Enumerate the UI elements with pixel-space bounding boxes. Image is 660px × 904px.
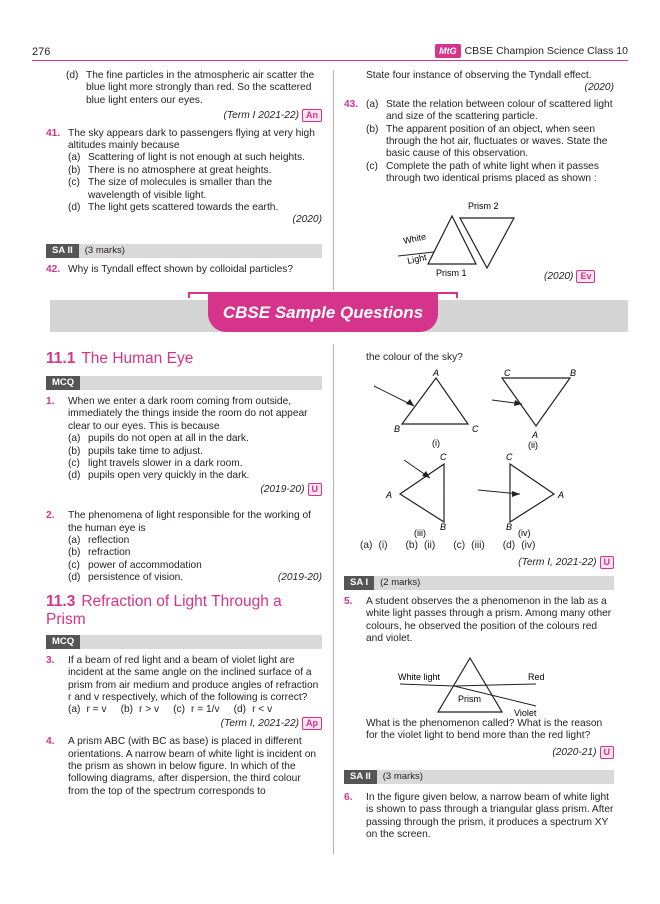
section-bar-mcq2 — [46, 635, 322, 649]
q4-tag — [518, 556, 614, 569]
option-item — [503, 540, 536, 552]
topic-heading-11-1 — [46, 350, 322, 368]
year-tag: (2020) — [292, 214, 322, 226]
year-tag: (2020-21) — [552, 747, 597, 758]
option-label: (b) — [68, 547, 81, 559]
option-text: (ii) — [423, 540, 436, 551]
option-label: (c) — [366, 160, 378, 172]
prism2-label: Prism 2 — [468, 201, 499, 211]
option-item — [453, 540, 484, 552]
option-item — [68, 547, 322, 559]
option-label: (c) — [173, 704, 186, 716]
prism-orientations-figure — [370, 366, 610, 538]
label-B-iii: B — [440, 522, 447, 532]
question-5 — [344, 596, 614, 646]
option-text: The apparent position of an object, when seen through the hot air, fluctuates or waves. State the basic cause of this observation. — [386, 123, 608, 160]
option-item — [68, 704, 107, 716]
two-prism-figure — [390, 198, 540, 280]
topic-number: 11.3 — [46, 592, 76, 610]
option-text: reflection — [88, 535, 130, 547]
option-text: pupils do not open at all in the dark. — [88, 433, 249, 445]
band-title: CBSE Sample Questions — [208, 294, 438, 332]
option-text: The fine particles in the atmospheric air scatter the blue light more strongly than red. So the scattered blue light enters our eyes. — [86, 70, 315, 106]
prism2-shape — [460, 218, 514, 268]
question-number: 4. — [46, 736, 55, 748]
option-item — [68, 152, 322, 164]
option-text: (iii) — [471, 540, 485, 551]
year-tag-row — [68, 483, 322, 496]
question-number: 5. — [344, 596, 353, 607]
topic-title: Refraction of Light Through a Prism — [46, 592, 282, 628]
label-A-iii: A — [386, 490, 393, 500]
label-A-iv: A — [558, 490, 565, 500]
topic-title: The Human Eye — [81, 350, 194, 367]
option-item — [366, 161, 614, 186]
question-text: A student observes the a phenomenon in the lab as a white light passes through a prism. Among many other colours, he observed the position of the colours red and violet. — [366, 596, 612, 645]
option-text: (i) — [378, 540, 388, 551]
section-bar-sa2-top — [46, 244, 322, 258]
difficulty-badge: Ap — [302, 717, 322, 730]
question-text: If a beam of red light and a beam of violet light are incident at the same angle on the inclined surface of a prism from air medium and produce angles of refraction r and v respectively, which of the following is correct? — [68, 654, 319, 703]
question-3 — [46, 655, 322, 730]
question-text: The phenomena of light responsible for the working of the human eye is — [68, 510, 311, 534]
difficulty-badge: An — [302, 109, 322, 122]
dispersion-figure — [396, 654, 566, 718]
question-number: 6. — [344, 792, 353, 803]
option-item — [234, 704, 273, 716]
q5-tag — [552, 746, 614, 759]
q43-tag — [544, 270, 595, 283]
option-text: power of accommodation — [88, 559, 202, 571]
white-light-label: White light — [398, 672, 441, 682]
question-number: 2. — [46, 510, 55, 522]
red-ray — [454, 684, 536, 686]
option-item — [366, 99, 614, 124]
year-tag: (2020) — [584, 82, 614, 94]
section-bar-sa1 — [344, 576, 614, 590]
options-list — [68, 152, 322, 214]
option-label: (d) — [68, 202, 81, 214]
option-item — [68, 535, 322, 547]
option-text: r = v — [86, 704, 107, 716]
option-label: (d) — [66, 70, 79, 81]
top-right-column — [344, 70, 614, 186]
column-divider-top — [333, 70, 334, 290]
option-item — [68, 433, 322, 445]
difficulty-badge: Ev — [576, 270, 595, 283]
prism-ii — [502, 378, 570, 426]
option-label: (a) — [68, 704, 81, 716]
label-C-i: C — [472, 424, 479, 434]
section-pill: SA I — [344, 576, 374, 590]
question-number: 3. — [46, 654, 55, 666]
option-item — [68, 165, 322, 177]
options-list — [68, 433, 322, 483]
label-C-ii: C — [504, 368, 511, 378]
question-43 — [344, 99, 614, 186]
option-label: (d) — [502, 540, 516, 551]
prism-i — [402, 378, 468, 424]
section-pill: SA II — [344, 770, 377, 784]
red-label: Red — [528, 672, 545, 682]
year-tag: (2019-20) — [260, 483, 305, 495]
option-text: pupils open very quickly in the dark. — [88, 470, 250, 482]
prism1-label: Prism 1 — [436, 268, 467, 278]
option-text: Scattering of light is not enough at such heights. — [88, 152, 305, 164]
question-number: 42. — [46, 264, 61, 275]
question-1 — [46, 396, 322, 496]
difficulty-badge: U — [600, 556, 615, 569]
option-label: (c) — [68, 559, 80, 571]
label-C-iii: C — [440, 452, 447, 462]
option-item — [68, 470, 322, 482]
option-label: (d) — [233, 704, 247, 716]
section-bar-sa2 — [344, 770, 614, 784]
label-C-iv: C — [506, 452, 513, 462]
top-left-column — [46, 70, 322, 227]
question-text: The sky appears dark to passengers flying at very high altitudes mainly because — [68, 127, 315, 152]
mtg-logo: MtG — [435, 44, 461, 58]
white-label: White — [402, 231, 427, 246]
question-number: 1. — [46, 396, 55, 407]
question-text: In the figure given below, a narrow beam of white light is shown to pass through a triangular glass prism. After passing through the prism, it produces a spectrum XY on the screen. — [366, 792, 614, 841]
section-marks: (2 marks) — [380, 577, 421, 588]
option-item — [68, 458, 322, 470]
option-label: (a) — [68, 152, 81, 164]
option-item — [68, 177, 322, 202]
label-B-i: B — [394, 424, 401, 434]
option-label: (b) — [68, 445, 81, 457]
option-text: The size of molecules is smaller than the wavelength of visible light. — [88, 177, 273, 201]
year-tag-row — [68, 717, 322, 730]
option-label: (b) — [366, 123, 379, 135]
option-item — [121, 704, 160, 716]
prism1-shape — [428, 216, 476, 264]
topic-number: 11.1 — [46, 350, 76, 367]
option-label: (b) — [68, 164, 81, 176]
option-label: (d) — [68, 572, 81, 584]
question-42-continued: State four instance of observing the Tyndall effect. — [366, 70, 592, 81]
option-label: (c) — [453, 540, 466, 551]
option-item — [68, 202, 322, 214]
option-label: (c) — [68, 458, 80, 470]
violet-label: Violet — [514, 708, 537, 718]
option-label: (a) — [68, 433, 81, 445]
label-iii: (iii) — [414, 528, 426, 538]
option-label: (b) — [405, 540, 418, 551]
option-text: r = 1/v — [191, 704, 220, 716]
arrowhead-i — [406, 399, 414, 406]
label-iv: (iv) — [518, 528, 531, 538]
section-marks: (3 marks) — [84, 245, 125, 256]
option-text: The light gets scattered towards the earth. — [88, 202, 279, 214]
label-i: (i) — [432, 438, 440, 448]
option-label: (b) — [120, 704, 134, 716]
label-A-ii: A — [532, 430, 539, 440]
label-B-iv: B — [506, 522, 513, 532]
option-text: Complete the path of white light when it passes through two identical prisms placed as shown : — [386, 160, 599, 185]
option-item — [406, 540, 436, 552]
option-item — [366, 124, 614, 161]
question-text: When we enter a dark room coming from outside, immediately the things inside the room do not appear clear to our eyes. This is because — [68, 396, 308, 432]
label-ii: (ii) — [528, 440, 538, 450]
question-6 — [344, 792, 614, 842]
prism-label: Prism — [458, 694, 481, 704]
year-tag: (2019-20) — [277, 572, 322, 584]
question-4-continued: the colour of the sky? — [366, 352, 463, 363]
question-number: 41. — [46, 127, 61, 139]
running-header — [435, 44, 628, 58]
incident-ray — [400, 684, 454, 686]
option-text: r > v — [139, 704, 160, 716]
option-label: (a) — [68, 535, 81, 547]
header-rule — [32, 60, 628, 61]
q5-text2: What is the phenomenon called? What is the reason for the violet light to bend more than the red light? — [366, 718, 603, 742]
label-B-ii: B — [570, 368, 577, 378]
section-pill: MCQ — [46, 635, 80, 649]
difficulty-badge: U — [308, 483, 323, 496]
arrowhead-iv — [512, 491, 520, 497]
question-41 — [46, 128, 322, 227]
q40-tag — [46, 109, 322, 122]
difficulty-badge: U — [600, 746, 615, 759]
question-2 — [46, 510, 322, 584]
option-text: persistence of vision. — [88, 572, 184, 584]
q4-options — [360, 540, 535, 552]
section-bar-mcq1 — [46, 376, 322, 390]
option-text: pupils take time to adjust. — [88, 445, 203, 457]
option-label: (d) — [68, 470, 81, 482]
question-number: 43. — [344, 98, 359, 110]
option-text: r < v — [252, 704, 273, 716]
options-list — [68, 704, 322, 716]
option-text: light travels slower in a dark room. — [88, 458, 243, 470]
option-item — [173, 704, 219, 716]
page-number: 276 — [32, 46, 51, 58]
question-4 — [46, 736, 322, 798]
option-text: refraction — [88, 547, 131, 559]
option-text: There is no atmosphere at great heights. — [88, 164, 272, 176]
right-column — [344, 352, 614, 364]
left-column — [46, 350, 322, 798]
year-tag: (2020) — [544, 271, 574, 282]
question-text: A prism ABC (with BC as base) is placed in different orientations. A narrow beam of white light is incident on the prism as shown in below figure. In which of the following diagrams, after dispersion, the third colour from the top of the spectrum corresponds to — [68, 736, 317, 797]
label-A-i: A — [433, 368, 440, 378]
option-item — [68, 560, 322, 572]
topic-heading-11-3 — [46, 593, 322, 629]
book-title: CBSE Champion Science Class 10 — [464, 45, 628, 57]
section-pill: SA II — [46, 244, 79, 258]
question-parts — [366, 99, 614, 186]
option-label: (c) — [68, 177, 80, 189]
year-tag: (Term I, 2021-22) — [220, 717, 299, 729]
question-text: Why is Tyndall effect shown by colloidal particles? — [68, 264, 293, 275]
column-divider-bottom — [333, 344, 334, 854]
q40-option-d — [66, 70, 322, 107]
option-label: (a) — [366, 98, 379, 110]
option-text: State the relation between colour of scattered light and size of the scattering particle. — [386, 98, 613, 123]
option-label: (a) — [360, 540, 373, 551]
option-text: (iv) — [521, 540, 536, 551]
year-tag: (Term I, 2021-22) — [518, 557, 597, 568]
question-42 — [46, 264, 326, 276]
section-pill: MCQ — [46, 376, 80, 390]
option-item — [68, 446, 322, 458]
year-tag: (Term I 2021-22) — [223, 110, 299, 122]
light-label: Light — [406, 252, 428, 266]
option-item — [360, 540, 388, 552]
section-marks: (3 marks) — [382, 771, 423, 782]
